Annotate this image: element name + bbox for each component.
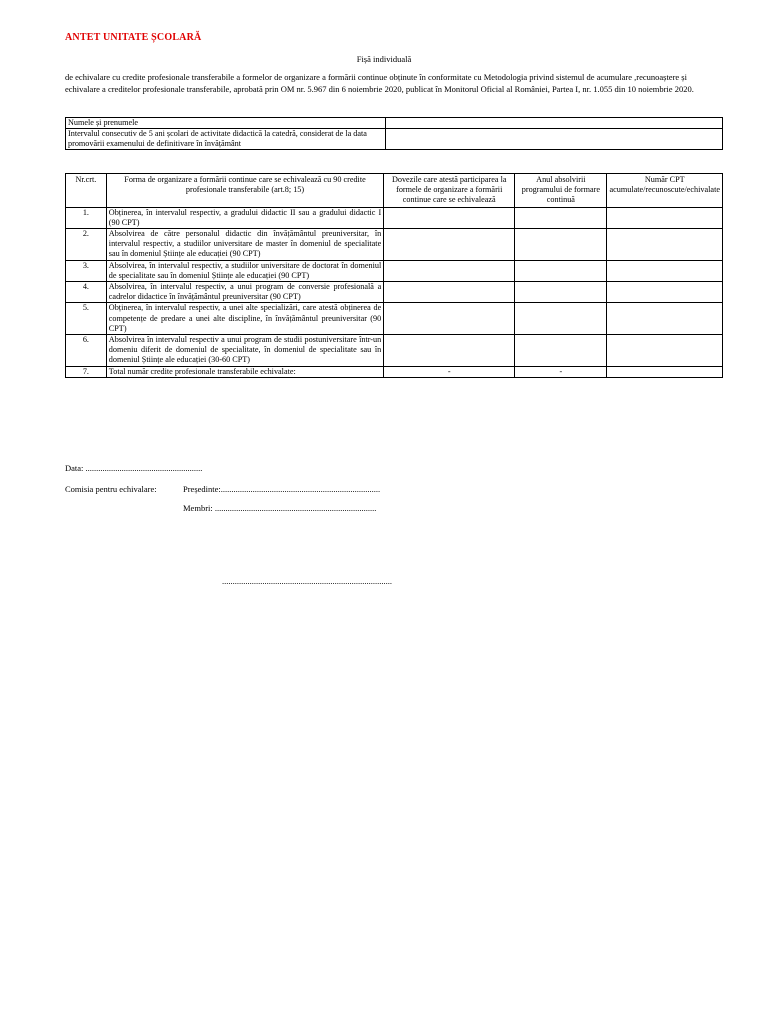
row-proof-cell[interactable] (384, 229, 515, 261)
row-year-cell[interactable] (515, 335, 607, 367)
row-description: Obținerea, în intervalul respectiv, a unei alte specializări, care atestă obținerea de competențe de predare a unei alte discipline, în învățământul preuniversitar (90 CPT) (106, 303, 383, 335)
table-row (66, 260, 723, 281)
table-row (66, 282, 723, 303)
row-year-cell[interactable] (515, 229, 607, 261)
row-number: 1. (66, 207, 107, 228)
row-proof-cell[interactable] (384, 335, 515, 367)
president-field[interactable]: Președinte:........................................................................... (183, 484, 381, 494)
total-label: Total număr credite profesionale transferabile echivalate: (106, 366, 383, 377)
document-title: Fișă individuală (356, 54, 412, 64)
interval-value[interactable] (386, 129, 723, 150)
table-row (66, 118, 723, 129)
row-number: 4. (66, 282, 107, 303)
main-table (65, 173, 723, 378)
row-year-cell[interactable] (515, 303, 607, 335)
row-cpt-cell[interactable] (607, 260, 723, 281)
row-proof-cell[interactable] (384, 303, 515, 335)
table-row (66, 207, 723, 228)
header-nr: Nr.crt. (66, 174, 107, 208)
row-number: 5. (66, 303, 107, 335)
signature-line[interactable]: ................................................................................ (222, 576, 392, 586)
row-description: Obținerea, în intervalul respectiv, a gradului didactic II sau a gradului didactic I (90 CPT) (106, 207, 383, 228)
row-description: Absolvirea de către personalul didactic din învățământul preuniversitar, în intervalul respectiv, a studiilor universitare de master în domeniul de specialitate sau în domeniul Științe ale educației (90 CPT) (106, 229, 383, 261)
table-row (66, 229, 723, 261)
row-cpt-cell[interactable] (607, 207, 723, 228)
header-proof: Dovezile care atestă participarea la formele de organizare a formării continue care se echivalează (384, 174, 515, 208)
table-header-row (66, 174, 723, 208)
row-proof-cell[interactable] (384, 282, 515, 303)
row-cpt-cell[interactable] (607, 229, 723, 261)
header-year: Anul absolvirii programului de formare continuă (515, 174, 607, 208)
row-cpt-cell[interactable] (607, 303, 723, 335)
header-cpt: Număr CPT acumulate/recunoscute/echivalate (607, 174, 723, 208)
members-field[interactable]: Membri: ............................................................................ (183, 503, 377, 513)
row-year-cell[interactable] (515, 282, 607, 303)
row-description: Absolvirea, în intervalul respectiv, a unui program de conversie profesională a cadrelor didactice în învățământul preuniversitar (90 CPT) (106, 282, 383, 303)
header-form: Forma de organizare a formării continue care se echivalează cu 90 credite profesionale transferabile (art.8; 15) (106, 174, 383, 208)
row-proof-cell[interactable] (384, 260, 515, 281)
name-label: Numele și prenumele (66, 118, 386, 129)
row-year-cell[interactable] (515, 207, 607, 228)
row-number: 6. (66, 335, 107, 367)
row-cpt-cell[interactable] (607, 282, 723, 303)
date-field[interactable]: Data: ....................................................... (65, 463, 203, 473)
info-table (65, 117, 723, 150)
table-row (66, 335, 723, 367)
total-proof-cell: - (384, 366, 515, 377)
row-proof-cell[interactable] (384, 207, 515, 228)
intro-paragraph: de echivalare cu credite profesionale transferabile a formelor de organizare a formării continue obținute în conformitate cu Metodologia privind sistemul de acumulare ,recunoaștere și echivalare a creditelor profesionale transferabile, aprobată prin OM nr. 5.967 din 6 noiembrie 2020, publicat în Monitorul Oficial al României, Partea I, nr. 1.055 din 10 noiembrie 2020. (65, 72, 694, 94)
row-number: 3. (66, 260, 107, 281)
total-cpt-cell[interactable] (607, 366, 723, 377)
row-year-cell[interactable] (515, 260, 607, 281)
total-year-cell: - (515, 366, 607, 377)
name-value[interactable] (386, 118, 723, 129)
row-description: Absolvirea, în intervalul respectiv, a studiilor universitare de doctorat în domeniul de specialitate sau în domeniul Științe ale educației (90 CPT) (106, 260, 383, 281)
row-cpt-cell[interactable] (607, 335, 723, 367)
row-number: 7. (66, 366, 107, 377)
row-number: 2. (66, 229, 107, 261)
table-row (66, 129, 723, 150)
table-row (66, 303, 723, 335)
row-description: Absolvirea în intervalul respectiv a unui program de studii postuniversitare într-un domeniu diferit de domeniul de specialitate, în domeniul de specialitate sau în domeniul Științe ale educației (30-60 CPT) (106, 335, 383, 367)
interval-label: Intervalul consecutiv de 5 ani școlari de activitate didactică la catedră, considerat de la data promovării examenului de definitivare în învățământ (66, 129, 386, 150)
school-unit-header: ANTET UNITATE ȘCOLARĂ (65, 32, 202, 43)
commission-label: Comisia pentru echivalare: (65, 484, 157, 494)
total-row (66, 366, 723, 377)
